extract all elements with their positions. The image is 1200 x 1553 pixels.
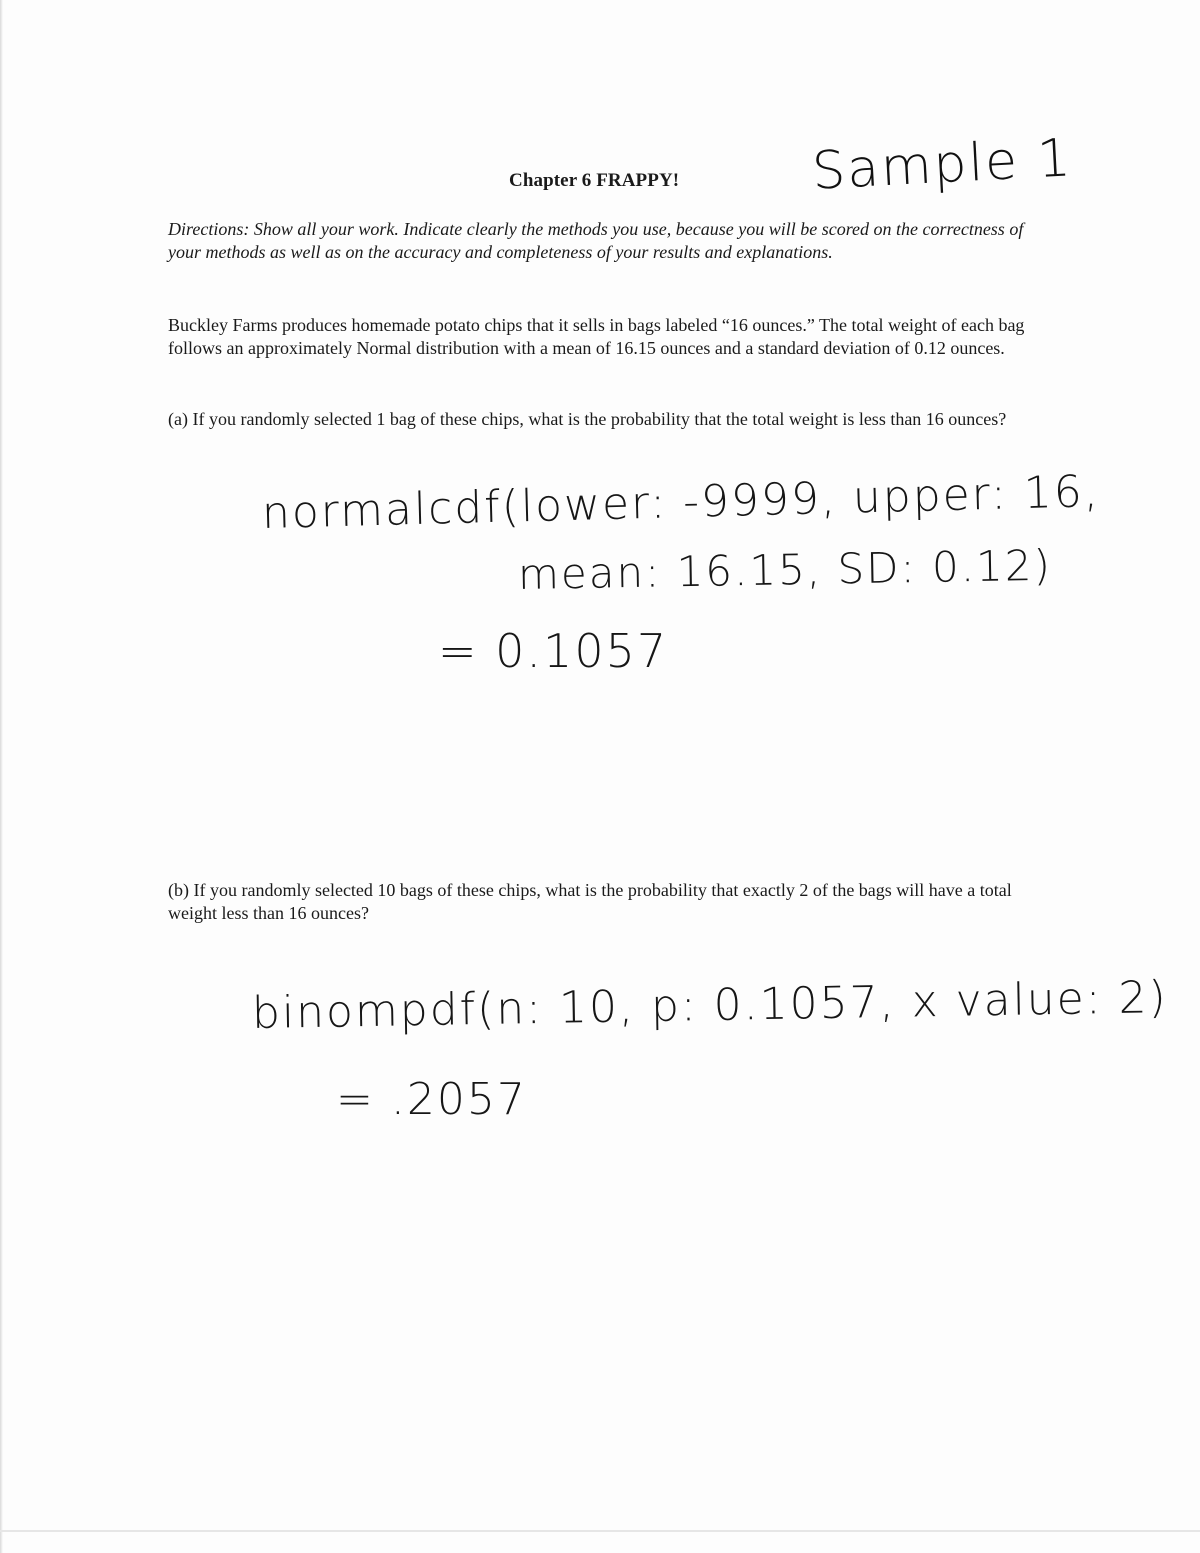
- handwritten-answer-a: = 0.1057: [438, 624, 669, 678]
- question-a: (a) If you randomly selected 1 bag of these chips, what is the probability that the total weight is less than 16 ounces?: [168, 409, 1007, 429]
- handwritten-work-a-line1: normalcdf(lower: -9999, upper: 16,: [261, 466, 1101, 539]
- problem-statement: Buckley Farms produces homemade potato chips that it sells in bags labeled “16 ounces.” The total weight of each bag follows an approximately Normal distribution with a mean of 16.15 ounces and a standard deviation of 0.12 ounces.: [168, 315, 1025, 358]
- page-title: Chapter 6 FRAPPY!: [509, 170, 680, 191]
- handwritten-answer-b: = .2057: [336, 1074, 527, 1125]
- directions-text: Directions: Show all your work. Indicate clearly the methods you use, because you will be scored on the correctness of your methods as well as on the accuracy and completeness of your results and explanations.: [168, 219, 1024, 262]
- handwritten-work-a-line2: mean: 16.15, SD: 0.12): [517, 540, 1053, 599]
- handwritten-work-b-line1: binompdf(n: 10, p: 0.1057, x value: 2): [251, 972, 1169, 1039]
- scan-edge-bottom: [0, 1530, 1200, 1532]
- question-b: (b) If you randomly selected 10 bags of these chips, what is the probability that exactly 2 of the bags will have a total weight less than 16 ounces?: [168, 880, 1012, 923]
- scan-edge-left: [0, 0, 3, 1553]
- handwritten-sample-label: Sample 1: [810, 128, 1074, 202]
